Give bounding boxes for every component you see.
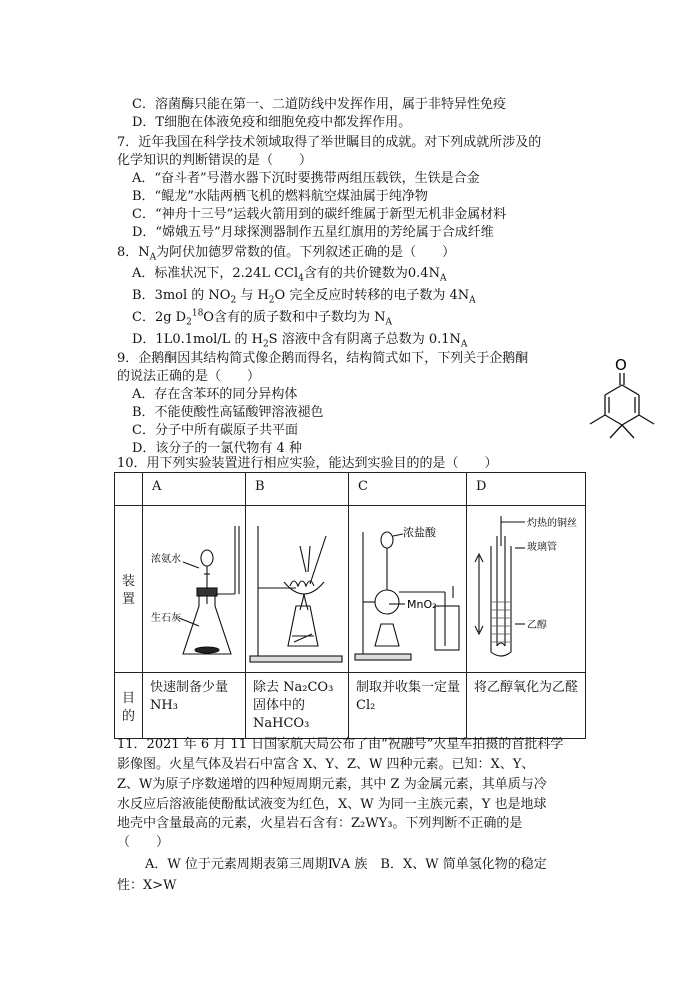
- q11-line5: 地壳中含量最高的元素，火星岩石含有：Z₂WY₃。下列判断不正确的是: [117, 816, 523, 831]
- corner-cell: [115, 473, 143, 506]
- column-header-d: D: [467, 473, 586, 506]
- apparatus-d-label-copper: 灼热的铜丝: [527, 518, 577, 529]
- q7-option-d: D．“嫦娥五号”月球探测器制作五星红旗用的芳纶属于合成纤维: [132, 225, 494, 240]
- oxygen-label: O: [615, 356, 627, 374]
- apparatus-d-label-ethanol: 乙醇: [527, 620, 547, 631]
- q11-option-a: A．W 位于元素周期表第三周期ⅣA 族 B．X、W 简单氢化物的稳定: [145, 857, 547, 872]
- q9-stem-line2: 的说法正确的是（ ）: [117, 369, 261, 384]
- q7-option-b: B．“鲲龙”水陆两栖飞机的燃料航空煤油属于纯净物: [132, 189, 428, 204]
- experiment-table: [114, 472, 586, 739]
- apparatus-a-label-lime: 生石灰: [151, 613, 181, 624]
- q10-stem: 10．用下列实验装置进行相应实验，能达到实验目的的是（ ）: [117, 456, 498, 471]
- q8-option-a: A．标准状况下，2.24L CCl$_4$含有的共价键数为$0.4N_A$: [132, 266, 447, 284]
- apparatus-c: [349, 506, 467, 673]
- penguinone-structure: [575, 354, 675, 444]
- column-header-c: C: [349, 473, 467, 506]
- apparatus-a-label-ammonia: 浓氨水: [151, 554, 181, 565]
- row-label-purpose: 目的: [115, 673, 143, 739]
- q8-option-c: C．2g $D_2^{18}O$含有的质子数和中子数均为 $N_A$: [132, 308, 392, 328]
- q11-line4: 水反应后溶液能使酚酞试液变为红色，X、W 为同一主族元素，Y 也是地球: [117, 797, 547, 812]
- q11-line2: 影像图。火星气体及岩石中富含 X、Y、Z、W 四种元素。已知：X、Y、: [117, 757, 535, 772]
- q8-option-b: B．3mol 的 $NO_2$ 与 $H_2O$ 完全反应时转移的电子数为 $4N_A$: [132, 288, 476, 306]
- apparatus-a: [143, 506, 246, 673]
- apparatus-c-label-mno2: MnO₂: [407, 598, 437, 611]
- q9-option-d: D．该分子的一氯代物有 4 种: [132, 441, 302, 456]
- q11-line3: Z、W为原子序数递增的四种短周期元素，其中 Z 为金属元素，其单质与冷: [117, 777, 547, 792]
- q9-option-a: A．存在含苯环的同分异构体: [132, 387, 298, 402]
- q9-option-b: B．不能使酸性高锰酸钾溶液褪色: [132, 405, 324, 420]
- row-label-apparatus: 装置: [115, 506, 143, 673]
- column-header-b: B: [246, 473, 349, 506]
- q11-option-b-cont: 性：X>W: [117, 878, 177, 893]
- apparatus-d: [467, 506, 586, 673]
- q6-option-d: D．T细胞在体液免疫和细胞免疫中都发挥作用。: [132, 115, 412, 130]
- column-header-a: A: [143, 473, 246, 506]
- q11-line1: 11．2021 年 6 月 11 日国家航天局公布了由“祝融号”火星车拍摄的首批科学: [117, 737, 564, 752]
- q11-line6: （ ）: [117, 835, 170, 850]
- apparatus-c-label-hcl: 浓盐酸: [403, 526, 436, 539]
- q7-option-a: A．“奋斗者”号潜水器下沉时要携带两组压载铁，生铁是合金: [132, 171, 480, 186]
- apparatus-d-label-tube: 玻璃管: [527, 542, 557, 553]
- apparatus-a-diagram: [143, 506, 245, 668]
- q7-stem-line1: 7．近年我国在科学技术领域取得了举世瞩目的成就。对下列成就所涉及的: [117, 135, 542, 150]
- q9-option-c: C．分子中所有碳原子共平面: [132, 423, 298, 438]
- purpose-b: 除去 Na₂CO₃ 固体中的 NaHCO₃: [246, 673, 349, 739]
- apparatus-b-diagram: [246, 506, 348, 668]
- purpose-c: 制取并收集一定量 Cl₂: [349, 673, 467, 739]
- q8-option-d: D．1L0.1mol/L 的 $H_2S$ 溶液中含有阴离子总数为 $0.1N_A$: [132, 332, 468, 350]
- q7-option-c: C．“神舟十三号”运载火箭用到的碳纤维属于新型无机非金属材料: [132, 207, 507, 222]
- apparatus-c-diagram: [349, 506, 466, 668]
- q8-stem: 8．$N_A$为阿伏加德罗常数的值。下列叙述正确的是（ ）: [117, 245, 456, 263]
- q7-stem-line2: 化学知识的判断错误的是（ ）: [117, 153, 313, 168]
- q9-stem-line1: 9．企鹅酮因其结构简式像企鹅而得名，结构简式如下，下列关于企鹅酮: [117, 351, 529, 366]
- apparatus-b: [246, 506, 349, 673]
- q6-option-c: C．溶菌酶只能在第一、二道防线中发挥作用，属于非特异性免疫: [132, 97, 506, 112]
- purpose-a: 快速制备少量 NH₃: [143, 673, 246, 739]
- purpose-d: 将乙醇氧化为乙醛: [467, 673, 586, 739]
- apparatus-d-diagram: [467, 506, 585, 668]
